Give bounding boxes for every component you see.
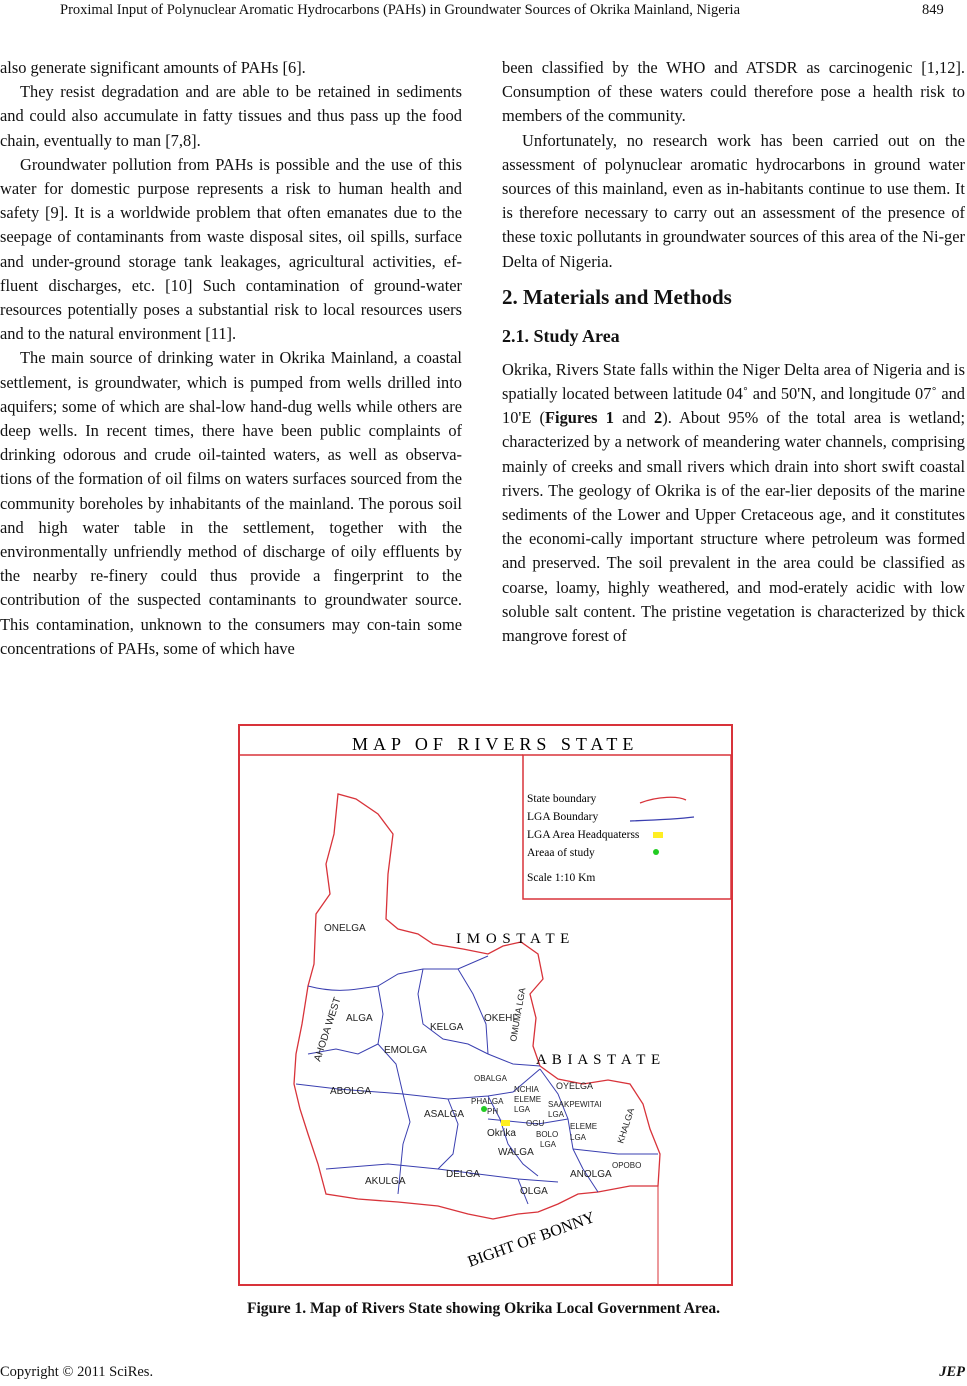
paragraph: The main source of drinking water in Okrika Mainland, a coastal settlement, is groundwater, which is pumped from wells drilled into aquifers; some of which are shal-low hand-dug wells while others are deep wells. In recent times, there have been public complaints of drinking odorous and crude oil-tainted waters, as well as observa-tions of the formation of oil films on waters surfaces sourced from the community boreholes by inhabitants of the mainland. The porous soil and high water table in the settlement, together with the environmentally unfriendly method of discharge of oily effluents by the nearby re-finery could thus provide a fingerprint to the contribution of the suspected contaminants to groundwater source. This contamination, unknown to the consumers may con-tain some concentrations of PAHs, some of which have xyxy=(0,348,462,658)
right-column xyxy=(502,56,965,648)
lga-label: ALGA xyxy=(346,1013,373,1024)
running-header xyxy=(0,0,967,24)
text-run: Okrika, Rivers State falls within the Niger Delta area of Nigeria and is spatially located between latitude 04˚ and 50'N, and longitude 07˚ and 10'E ( xyxy=(502,359,965,428)
paragraph: Unfortunately, no research work has been carried out on the assessment of polynuclear aromatic hydrocarbons in ground water sources of this mainland, even as in-habitants continue to use them. It is therefore necessary to carry out an assessment of the presence of these toxic pollutants in groundwater sources of this area of the Ni-ger Delta of Nigeria. xyxy=(502,130,965,271)
paragraph xyxy=(502,358,965,648)
legend-study-marker xyxy=(653,849,659,855)
paragraph: Groundwater pollution from PAHs is possible and the use of this water for domestic purpose represents a risk to human health and safety [9]. It is a worldwide problem that often emanates due to the seepage of contaminants from waste disposal sites, oil spills, surface and under-ground storage tank leakages, agricultural activities, ef-fluent discharges, etc. [10] Such contamination of ground-water resources potentially poses a substantial risk to local resources users and to the natural environment [11]. xyxy=(0,154,462,344)
lga-label: OMUMA LGA xyxy=(508,986,528,1043)
lga-label: ASALGA xyxy=(424,1109,465,1120)
subsection-heading: 2.1. Study Area xyxy=(502,325,620,346)
figure-reference[interactable]: Figures 1 xyxy=(545,408,614,428)
legend-study-area: Areaa of study xyxy=(527,847,595,859)
lga-label: LGA xyxy=(570,1133,587,1142)
lga-label: WALGA xyxy=(498,1147,534,1158)
copyright: Copyright © 2011 SciRes. xyxy=(0,1364,154,1380)
lga-label: OPOBO xyxy=(612,1161,642,1170)
legend-state-boundary: State boundary xyxy=(527,793,597,805)
lga-label: LGA xyxy=(548,1110,565,1119)
lga-label: ABOLGA xyxy=(330,1086,372,1097)
figure-caption: Figure 1. Map of Rivers State showing Okrika Local Government Area. xyxy=(246,1300,720,1317)
lga-label: OKEHI xyxy=(484,1013,516,1024)
lga-label: AKULGA xyxy=(365,1176,406,1187)
okrika-hq-marker xyxy=(501,1120,510,1126)
lga-label: DELGA xyxy=(446,1169,480,1180)
paragraph: They resist degradation and are able to be retained in sediments and could also accumulate in fatty tissues and thus pass up the food chain, eventually to man [7,8]. xyxy=(0,82,462,150)
lga-label: AHODA WEST xyxy=(312,996,344,1063)
figure-map xyxy=(238,724,733,1286)
lga-label: OLGA xyxy=(520,1186,548,1197)
text-run: and xyxy=(613,408,655,428)
legend-hq-marker xyxy=(653,832,663,838)
section-heading: 2. Materials and Methods xyxy=(502,284,732,309)
rivers-state-map xyxy=(238,724,733,1286)
lga-label: ELEME xyxy=(514,1095,542,1104)
page-number: 849 xyxy=(922,2,944,18)
abia-state-label: A B I A S T A T E xyxy=(536,1052,662,1068)
lga-label: EMOLGA xyxy=(384,1045,427,1056)
bight-of-bonny-label: BIGHT OF BONNY xyxy=(465,1208,598,1271)
imo-state-label: I M O S T A T E xyxy=(456,931,571,947)
lga-label: ANOLGA xyxy=(570,1169,612,1180)
lga-label: OYELGA xyxy=(556,1081,594,1091)
lga-label: KHALGA xyxy=(615,1106,637,1145)
map-title: MAP OF RIVERS STATE xyxy=(352,734,639,754)
lga-label: NCHIA xyxy=(514,1085,539,1094)
lga-label: LGA xyxy=(540,1140,557,1149)
lga-label: BOLO xyxy=(536,1130,559,1139)
left-column xyxy=(0,56,462,661)
text-run: ). About 95% of the total area is wetland; characterized by a network of meandering water channels, comprising mainly of creeks and small rivers which drain into short swift coastal rivers. The geology of Okrika is of the ear-lier deposits of the marine sediments of the Lower and Upper Cretaceous age, and it constitutes the economi-cally important structure where petroleum was formed and preserved. The soil prevalent in the area could be classified as coarse, loamy, highly weathered, and mod-erately acidic with low soluble salt content. The pristine vegetation is characterized by thick mangrove forest of xyxy=(502,408,965,646)
legend-lga-boundary: LGA Boundary xyxy=(527,811,599,823)
lga-label: OGU xyxy=(526,1119,545,1128)
lga-label: PHALGA xyxy=(471,1097,504,1106)
lga-label: KELGA xyxy=(430,1022,464,1033)
lga-label: ONELGA xyxy=(324,923,366,934)
paragraph: been classified by the WHO and ATSDR as carcinogenic [1,12]. Consumption of these waters could therefore pose a health risk to members of the community. xyxy=(502,58,965,126)
journal-abbrev: JEP xyxy=(939,1364,965,1380)
lga-label: OBALGA xyxy=(474,1074,507,1083)
running-title: Proximal Input of Polynuclear Aromatic Hydrocarbons (PAHs) in Groundwater Sources of Okrika Mainland, Nigeria xyxy=(60,2,741,18)
lga-label: LGA xyxy=(514,1105,531,1114)
legend-lga-hq: LGA Area Headquaterss xyxy=(527,829,640,841)
lga-label: ELEME xyxy=(570,1122,598,1131)
legend-scale: Scale 1:10 Km xyxy=(527,872,596,884)
lga-label: PH xyxy=(487,1107,499,1116)
lga-label: SAAKPEWITAI xyxy=(548,1100,602,1109)
lga-label: Okrika xyxy=(487,1128,516,1139)
paragraph: also generate significant amounts of PAHs [6]. xyxy=(0,58,306,77)
figure-reference[interactable]: 2 xyxy=(654,408,663,428)
